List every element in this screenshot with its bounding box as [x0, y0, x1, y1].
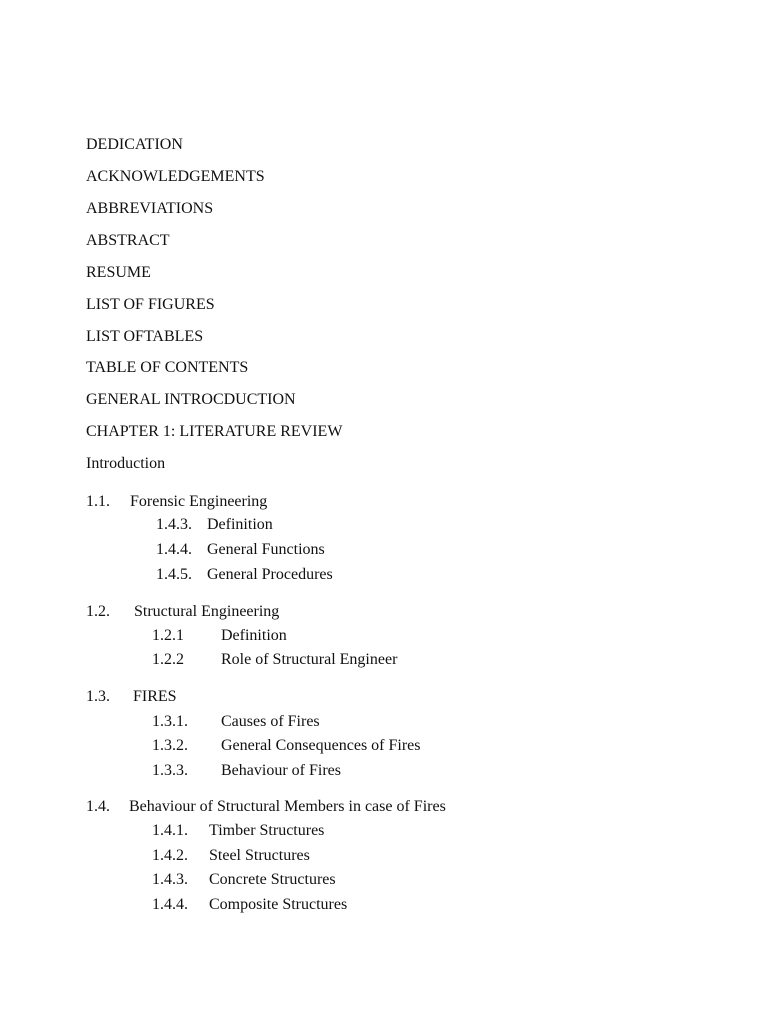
- subsection-number: 1.3.2.: [152, 737, 188, 754]
- toc-chapter-1: CHAPTER 1: LITERATURE REVIEW: [86, 423, 343, 440]
- subsection-number: 1.4.5.: [156, 566, 192, 583]
- section-number: 1.2.: [86, 603, 110, 620]
- subsection-title: Concrete Structures: [209, 871, 336, 888]
- subsection-title: Definition: [207, 516, 273, 533]
- toc-dedication: DEDICATION: [86, 136, 183, 153]
- section-number: 1.1.: [86, 493, 110, 510]
- subsection-number: 1.2.1: [152, 627, 184, 644]
- subsection-title: Causes of Fires: [221, 713, 320, 730]
- section-title: FIRES: [133, 688, 177, 705]
- subsection-number: 1.4.3.: [156, 516, 192, 533]
- subsection-title: Steel Structures: [209, 847, 310, 864]
- subsection-number: 1.3.3.: [152, 762, 188, 779]
- subsection-title: Role of Structural Engineer: [221, 651, 398, 668]
- section-number: 1.3.: [86, 688, 110, 705]
- subsection-number: 1.3.1.: [152, 713, 188, 730]
- subsection-number: 1.4.3.: [152, 871, 188, 888]
- subsection-number: 1.4.1.: [152, 822, 188, 839]
- section-title: Structural Engineering: [134, 603, 280, 620]
- toc-abbreviations: ABBREVIATIONS: [86, 200, 214, 217]
- toc-abstract: ABSTRACT: [86, 232, 170, 249]
- subsection-title: General Procedures: [207, 566, 333, 583]
- toc-resume: RESUME: [86, 264, 151, 281]
- subsection-title: Composite Structures: [209, 896, 348, 913]
- subsection-title: Behaviour of Fires: [221, 762, 341, 779]
- subsection-number: 1.2.2: [152, 651, 184, 668]
- toc-general-introduction: GENERAL INTROCDUCTION: [86, 391, 296, 408]
- subsection-number: 1.4.4.: [156, 541, 192, 558]
- subsection-title: Timber Structures: [209, 822, 325, 839]
- subsection-number: 1.4.2.: [152, 847, 188, 864]
- subsection-number: 1.4.4.: [152, 896, 188, 913]
- toc-acknowledgements: ACKNOWLEDGEMENTS: [86, 168, 265, 185]
- subsection-title: General Functions: [207, 541, 325, 558]
- section-number: 1.4.: [86, 798, 110, 815]
- toc-list-of-tables: LIST OFTABLES: [86, 328, 204, 345]
- section-title: Forensic Engineering: [130, 493, 268, 510]
- toc-list-of-figures: LIST OF FIGURES: [86, 296, 215, 313]
- subsection-title: Definition: [221, 627, 287, 644]
- toc-table-of-contents: TABLE OF CONTENTS: [86, 359, 249, 376]
- subsection-title: General Consequences of Fires: [221, 737, 421, 754]
- section-title: Behaviour of Structural Members in case of Fires: [129, 798, 446, 815]
- toc-introduction: Introduction: [86, 455, 166, 472]
